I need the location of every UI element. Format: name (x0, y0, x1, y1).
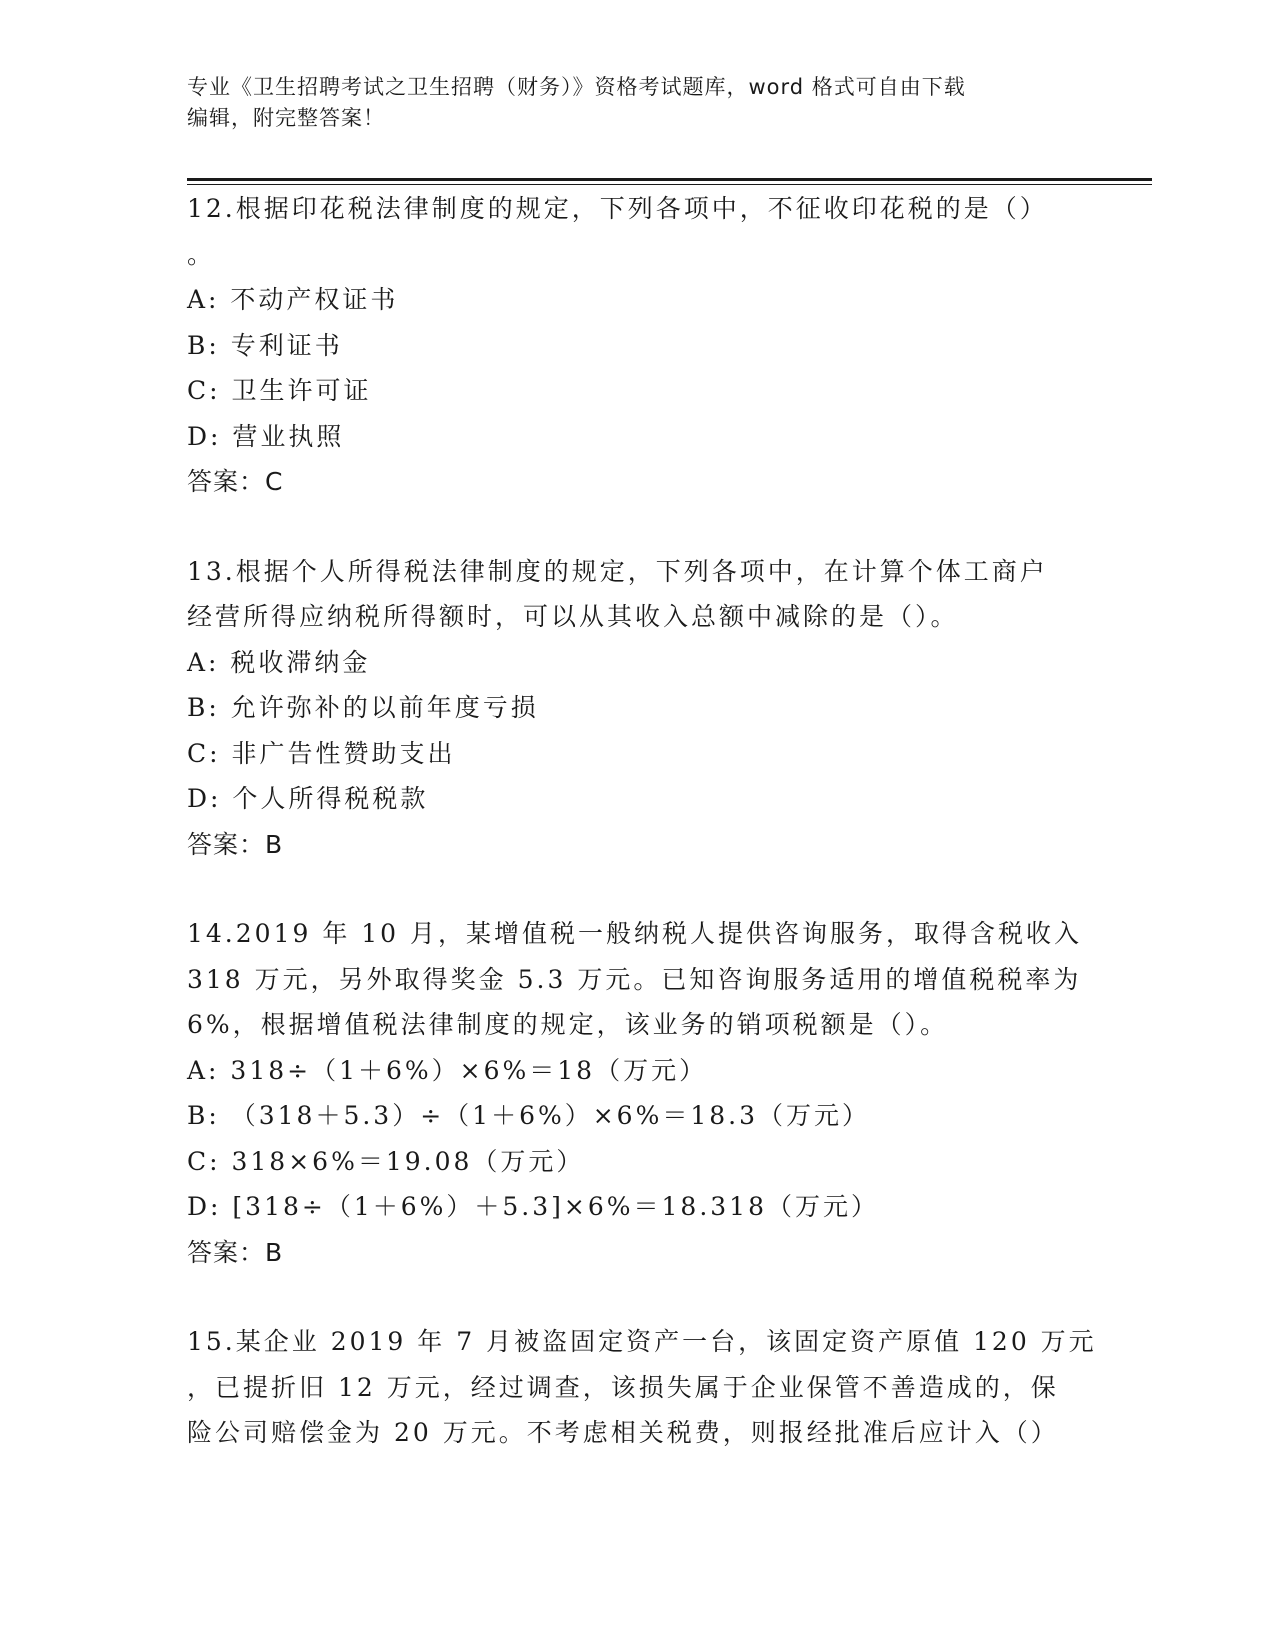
document-header (187, 72, 1067, 134)
question-text-line: 6%，根据增值税法律制度的规定，该业务的销项税额是（）。 (187, 1010, 949, 1039)
question-spacer (187, 867, 1087, 911)
option-b: B: （318＋5.3）÷（1＋6%）×6%＝18.3（万元） (187, 1101, 871, 1130)
question-text-line: 318 万元，另外取得奖金 5.3 万元。已知咨询服务适用的增值税税率为 (187, 964, 1082, 994)
question-text-line: ，已提折旧 12 万元，经过调查，该损失属于企业保管不善造成的，保 (187, 1372, 1059, 1402)
question-text-line: 15.某企业 2019 年 7 月被盗固定资产一台，该固定资产原值 120 万元 (187, 1327, 1097, 1356)
header-line-2: 编辑，附完整答案！ (187, 106, 385, 130)
question-spacer (187, 1275, 1087, 1319)
answer-label: 答案：C (187, 467, 284, 496)
option-d: D: 个人所得税税款 (187, 784, 429, 813)
header-divider-thick (187, 178, 1152, 181)
option-c: C: 318×6%＝19.08（万元） (187, 1146, 585, 1176)
option-c: C: 非广告性赞助支出 (187, 738, 456, 768)
option-d: D: 营业执照 (187, 421, 345, 451)
option-a: A: 不动产权证书 (187, 285, 399, 314)
answer-label: 答案：B (187, 1237, 284, 1267)
header-line-1: 专业《卫生招聘考试之卫生招聘（财务）》资格考试题库，word 格式可自由下载 (187, 75, 966, 99)
header-divider-thin (187, 184, 1152, 185)
question-text-line: 12.根据印花税法律制度的规定，下列各项中，不征收印花税的是（） (187, 194, 1048, 223)
question-text-line: 险公司赔偿金为 20 万元。不考虑相关税费，则报经批准后应计入（） (187, 1418, 1059, 1447)
question-text-line: 经营所得应纳税所得额时，可以从其收入总额中减除的是（）。 (187, 602, 959, 631)
option-d: D: [318÷（1＋6%）＋5.3]×6%＝18.318（万元） (187, 1192, 879, 1221)
option-a: A: 318÷（1＋6%）×6%＝18（万元） (187, 1055, 708, 1085)
option-a: A: 税收滞纳金 (187, 647, 371, 677)
question-12 (187, 186, 1087, 505)
question-text-line: 13.根据个人所得税法律制度的规定，下列各项中，在计算个体工商户 (187, 556, 1048, 586)
question-spacer (187, 505, 1087, 549)
option-b: B: 专利证书 (187, 330, 343, 360)
question-15 (187, 1319, 1097, 1456)
answer-label: 答案：B (187, 829, 284, 859)
question-14 (187, 911, 1087, 1275)
question-list (187, 186, 1097, 1456)
option-c: C: 卫生许可证 (187, 376, 372, 405)
question-13 (187, 549, 1087, 868)
question-text-line: 。 (187, 239, 216, 269)
question-text-line: 14.2019 年 10 月，某增值税一般纳税人提供咨询服务，取得含税收入 (187, 919, 1083, 948)
option-b: B: 允许弥补的以前年度亏损 (187, 693, 539, 722)
